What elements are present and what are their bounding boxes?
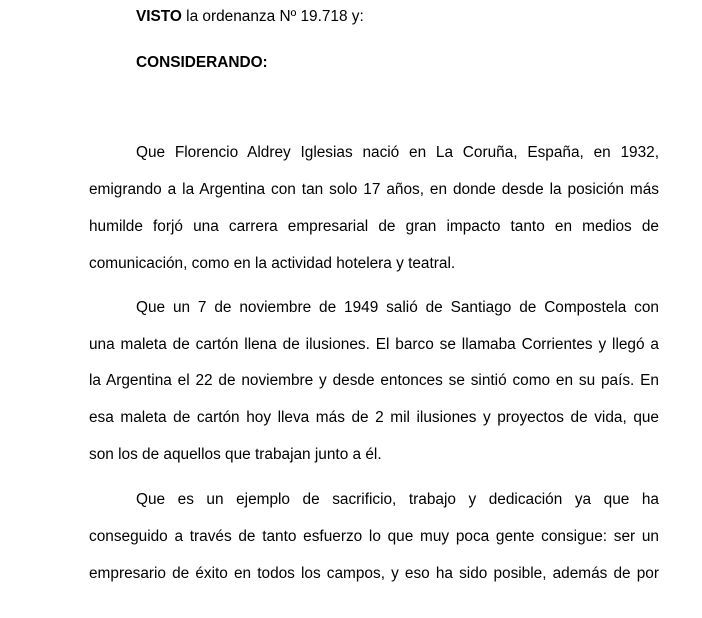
paragraph-line: humilde forjó una carrera empresarial de gran impacto tanto en medios de xyxy=(89,218,659,235)
visto-text: la ordenanza Nº 19.718 y: xyxy=(181,8,364,25)
paragraph-line: empresario de éxito en todos los campos, y eso ha sido posible, además de por xyxy=(89,565,659,582)
visto-label: VISTO xyxy=(136,8,182,25)
paragraph-line: emigrando a la Argentina con tan solo 17 años, en donde desde la posición más xyxy=(89,181,659,198)
paragraph-line: conseguido a través de tanto esfuerzo lo que muy poca gente consigue: ser un xyxy=(89,528,659,545)
paragraph-line: son los de aquellos que trabajan junto a él. xyxy=(89,446,382,463)
paragraph-line: Que Florencio Aldrey Iglesias nació en La Coruña, España, en 1932, xyxy=(136,144,659,161)
paragraph-line: esa maleta de cartón hoy lleva más de 2 mil ilusiones y proyectos de vida, que xyxy=(89,409,659,426)
paragraph-line: una maleta de cartón llena de ilusiones. El barco se llamaba Corrientes y llegó a xyxy=(89,336,659,353)
paragraph-line: Que es un ejemplo de sacrificio, trabajo y dedicación ya que ha xyxy=(136,491,659,508)
paragraph-line: la Argentina el 22 de noviembre y desde entonces se sintió como en su país. En xyxy=(89,372,659,389)
paragraph-line: comunicación, como en la actividad hotelera y teatral. xyxy=(89,255,456,272)
visto-line xyxy=(136,7,364,27)
considerando-heading: CONSIDERANDO: xyxy=(136,54,268,71)
paragraph-line: Que un 7 de noviembre de 1949 salió de Santiago de Compostela con xyxy=(136,299,659,316)
